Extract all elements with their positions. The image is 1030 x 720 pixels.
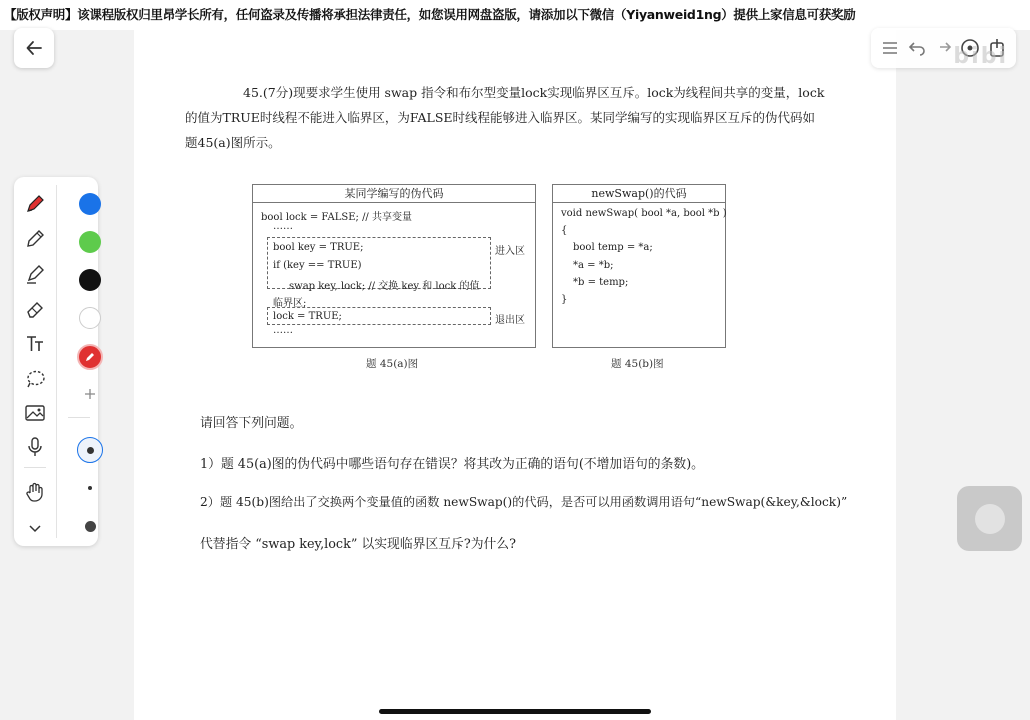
pencil-icon [24,228,46,250]
collapse-toolbar-button[interactable] [22,515,48,541]
sub-question-2-cont: 代替指令 “swap key,lock” 以实现临界区互斥?为什么? [200,537,516,552]
sub-question-1: 1）题 45(a)图的伪代码中哪些语句存在错误？将其改为正确的语句(不增加语句的条数)。 [200,457,704,472]
pen-tool[interactable] [22,191,48,217]
exit-region-label: 退出区 [495,315,525,326]
image-tool[interactable] [22,400,48,426]
question-line-2: 的值为TRUE时线程不能进入临界区，为FALSE时线程能够进入临界区。某同学编写的实现临界区互斥的伪代码如 [185,110,816,125]
assistive-touch-dot [975,504,1005,534]
hand-icon [24,481,46,503]
code-line: swap key, lock; // 交换 key 和 lock 的值 [289,281,480,292]
color-blue-swatch[interactable] [79,193,101,215]
toolbar-separator [24,467,46,468]
plus-icon [84,388,96,400]
code-line: } [561,294,568,305]
code-line: 临界区; [273,298,307,309]
code-line: bool key = TRUE; [273,242,364,253]
color-black-swatch[interactable] [79,269,101,291]
copyright-banner: 【版权声明】该课程版权归里昂学长所有，任何盗录及传播将承担法律责任，如您误用网盘盗版，请添加以下微信（Yiyanweid1ng）提供上家信息可获奖励 [0,0,1030,30]
sub-question-2: 2）题 45(b)图给出了交换两个变量值的函数 newSwap()的代码，是否可以用函数调用语句“newSwap(&key,&lock)” [200,495,848,509]
highlighter-tool[interactable] [22,261,48,287]
color-green-swatch[interactable] [79,231,101,253]
drawing-toolbar [14,177,98,546]
question-line-3: 题45(a)图所示。 [185,135,281,150]
code-line: *b = temp; [573,277,629,288]
code-ellipsis: …… [273,221,293,232]
lasso-icon [24,368,46,390]
stroke-size-small[interactable] [77,475,103,501]
menu-button[interactable] [879,37,901,59]
toolbar-divider [56,185,57,538]
code-line: bool temp = *a; [573,242,653,253]
stroke-size-medium[interactable] [77,513,103,539]
figure-a-caption: 题 45(a)图 [366,358,419,370]
mic-tool[interactable] [22,434,48,460]
figure-a-box [252,184,536,348]
redo-button[interactable] [932,37,954,59]
code-line: bool lock = FALSE; // 共享变量 [261,212,412,223]
hand-tool[interactable] [22,479,48,505]
microphone-icon [24,436,46,458]
pencil-tool[interactable] [22,226,48,252]
text-icon [24,333,46,355]
code-line: if (key == TRUE) [273,260,362,271]
code-line: void newSwap( bool *a, bool *b ) [561,208,727,219]
add-color-button[interactable] [77,381,103,407]
lasso-tool[interactable] [22,366,48,392]
enter-region-label: 进入区 [495,246,525,257]
code-line: lock = TRUE; [273,311,342,322]
code-line: { [561,225,568,236]
arrow-left-icon [25,39,43,57]
redo-icon [934,40,952,56]
assistive-touch-button[interactable] [957,486,1022,551]
pen-icon [24,193,46,215]
color-white-swatch[interactable] [79,307,101,329]
pen-edit-icon [84,351,96,363]
watermark: bibi [953,44,1008,69]
highlighter-icon [24,263,46,285]
menu-icon [881,40,899,56]
chevron-down-icon [27,520,43,536]
document-page [134,30,896,720]
back-button[interactable] [14,28,54,68]
code-line: *a = *b; [573,260,614,271]
eraser-tool[interactable] [22,296,48,322]
figure-b-box [552,184,726,348]
undo-button[interactable] [906,37,928,59]
code-ellipsis: …… [273,325,293,336]
text-tool[interactable] [22,331,48,357]
custom-color-swatch[interactable] [77,344,103,370]
figure-a-title: 某同学编写的伪代码 [253,185,535,203]
figure-b-title: newSwap()的代码 [553,185,725,203]
eraser-icon [24,298,46,320]
image-icon [24,402,46,424]
figure-b-caption: 题 45(b)图 [611,358,664,370]
stroke-size-large[interactable] [77,437,103,463]
prompt-text: 请回答下列问题。 [200,416,303,431]
question-line-1: 45.(7分)现要求学生使用 swap 指令和布尔型变量lock实现临界区互斥。lock为线程间共享的变量，lock [243,85,825,100]
undo-icon [908,40,926,56]
home-indicator[interactable] [379,709,651,714]
toolbar-separator [68,417,90,418]
